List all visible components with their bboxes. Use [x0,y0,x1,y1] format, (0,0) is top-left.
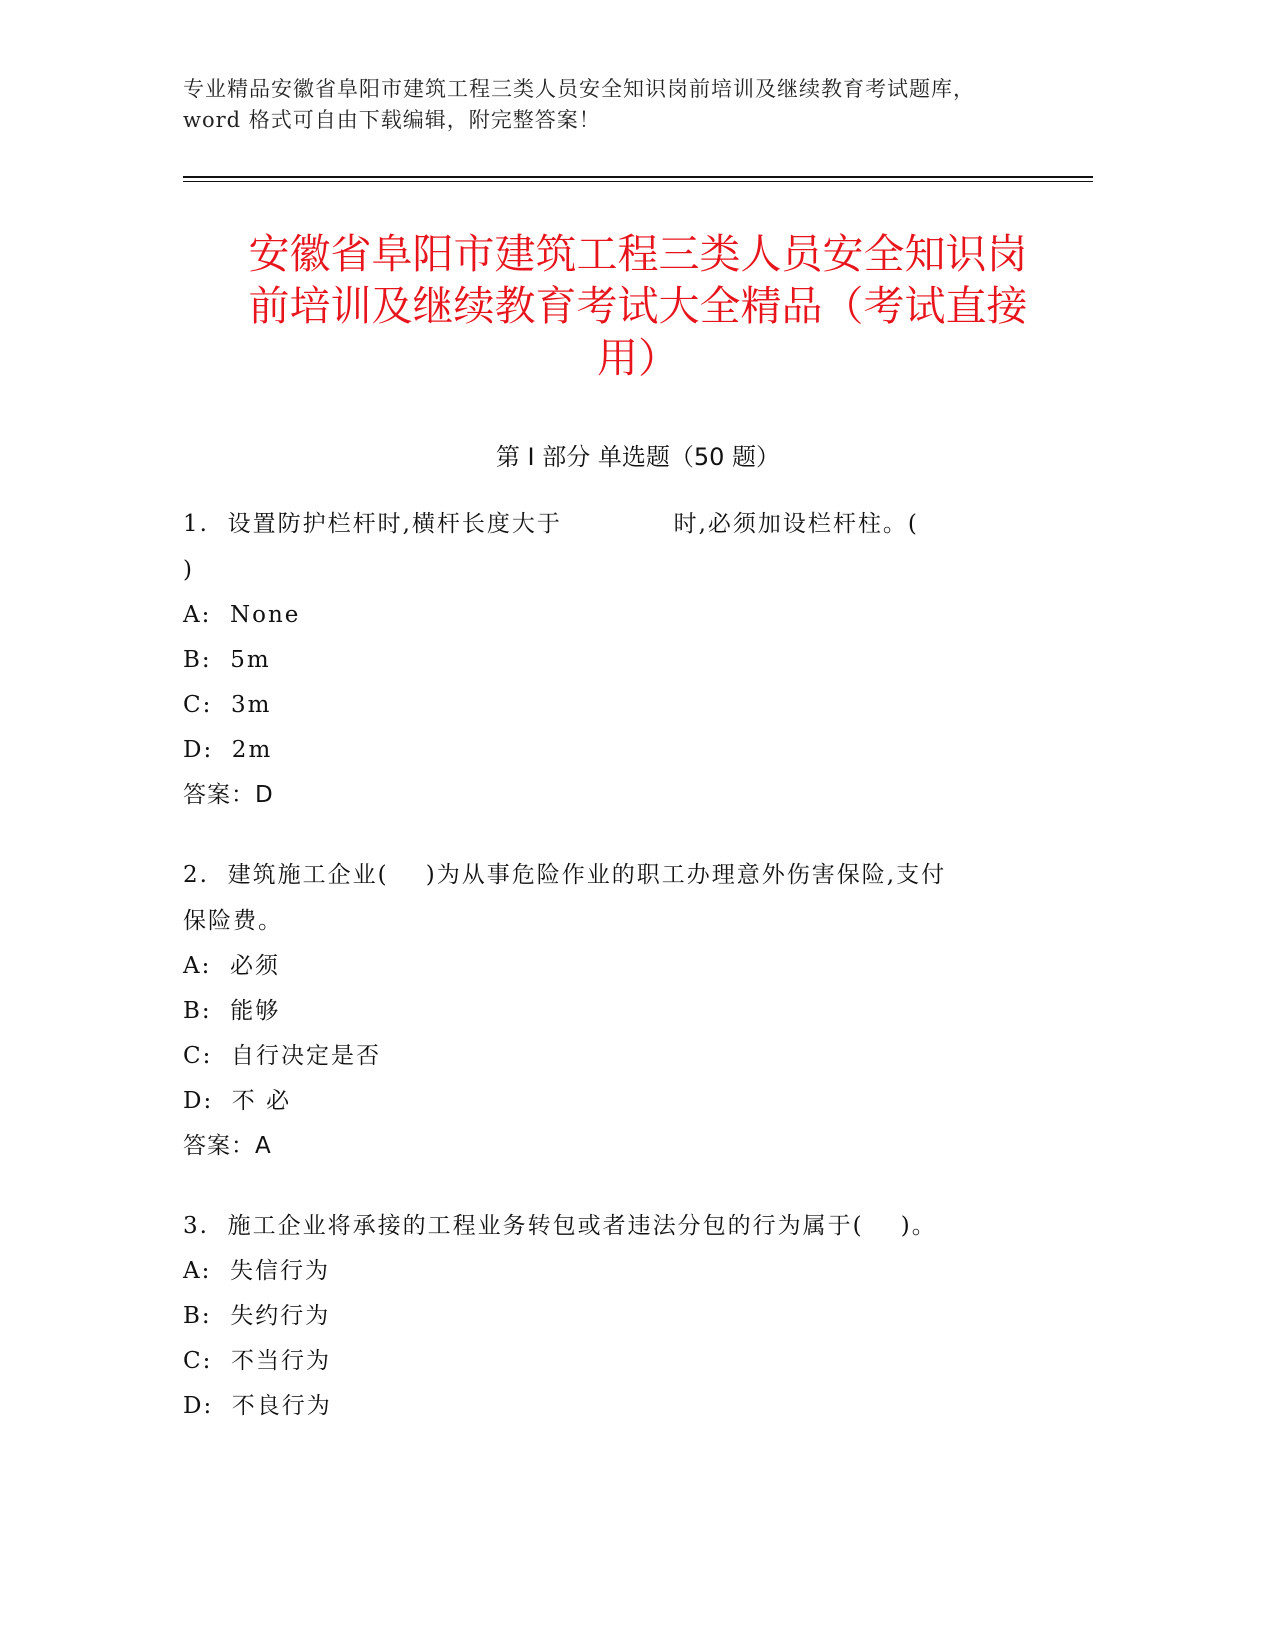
question-3-option-b: B: 失约行为 [183,1303,331,1329]
section-title: 第 I 部分 单选题（50 题） [495,443,781,471]
question-1-option-a: A: None [183,602,301,628]
question-1-option-c: C: 3m [183,692,272,718]
question-1-text [183,501,1083,593]
document-title-line-3: 用） [597,334,679,382]
document-title-line-2: 前培训及继续教育考试大全精品（考试直接 [248,282,1028,330]
question-2-option-a: A: 必须 [183,953,280,979]
question-1-option-b: B: 5m [183,647,271,673]
question-1-option-d: D: 2m [183,737,273,763]
question-3-text-line-1: 3. 施工企业将承接的工程业务转包或者违法分包的行为属于( )。 [183,1213,937,1239]
question-2-option-c: C: 自行决定是否 [183,1043,381,1069]
header-note-line-1: 专业精品安徽省阜阳市建筑工程三类人员安全知识岗前培训及继续教育考试题库， [183,77,975,101]
question-1-answer: 答案：D [183,782,274,808]
header-note-line-2: word 格式可自由下载编辑，附完整答案！ [183,108,601,132]
header-rule-thin [183,181,1093,182]
question-3-option-a: A: 失信行为 [183,1258,330,1284]
document-title-line-1: 安徽省阜阳市建筑工程三类人员安全知识岗 [248,230,1028,278]
header-rule-thick [183,176,1093,178]
header-note [183,74,1083,136]
question-2-answer: 答案：A [183,1133,272,1159]
question-2-text [183,852,1083,944]
question-2 [183,852,1083,1169]
document-title [183,228,1093,384]
question-3-text [183,1203,1083,1249]
question-2-text-line-1: 2. 建筑施工企业( )为从事危险作业的职工办理意外伤害保险,支付 [183,862,947,888]
question-2-text-line-2: 保险费。 [183,908,283,934]
question-2-option-b: B: 能够 [183,998,281,1024]
question-2-option-d: D: 不 必 [183,1088,292,1114]
question-3-option-c: C: 不当行为 [183,1348,331,1374]
question-3-option-d: D: 不良行为 [183,1393,332,1419]
question-1-text-line-1: 1. 设置防护栏杆时,横杆长度大于 时,必须加设栏杆柱。( [183,511,919,537]
question-1 [183,501,1083,818]
question-1-text-line-2: ) [183,557,194,583]
question-3 [183,1203,1083,1429]
